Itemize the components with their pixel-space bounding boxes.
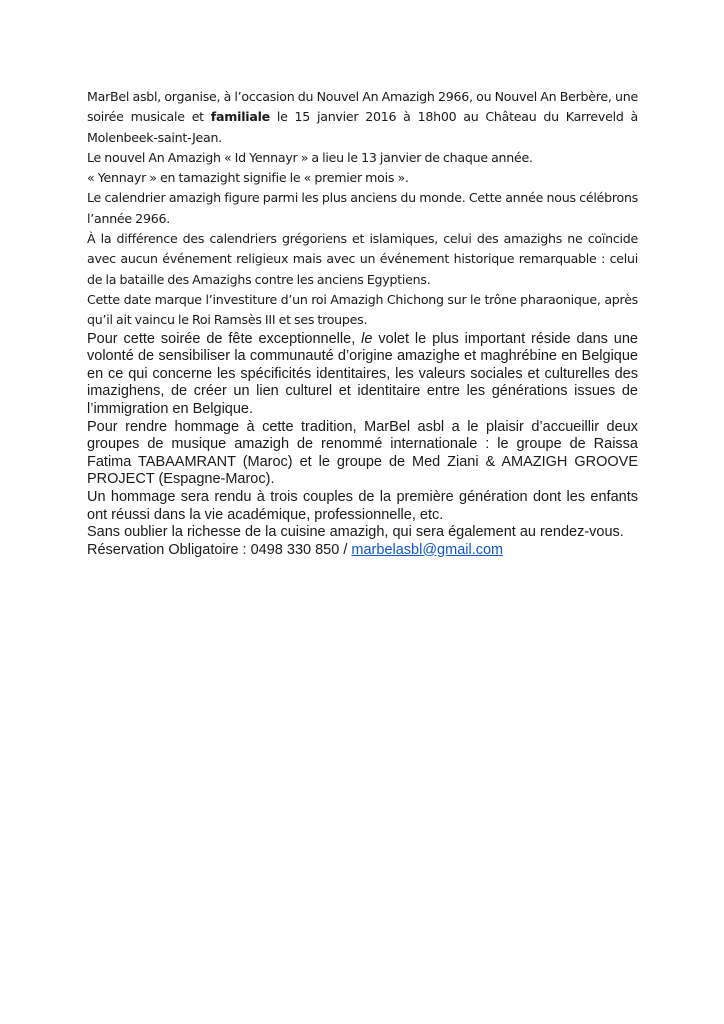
calendar-difference-paragraph: À la différence des calendriers grégoriens et islamiques, celui des amazighs ne coïncide avec aucun événement religieux mais avec un événement historique remarquable : celui de la bataille des Amazighs contre les anciens Egyptiens.	[87, 231, 638, 287]
evening-purpose-post: volet le plus important réside dans une volonté de sensibiliser la communauté d’origine amazighe et maghrébine en Belgique en ce qui concerne les spécificités identitaires, les valeurs sociales et culturelles des imazighens, de créer un lien culturel et identitaire entre les générations issues de l’immigration en Belgique.	[87, 330, 638, 417]
cuisine-paragraph: Sans oublier la richesse de la cuisine amazigh, qui sera également au rendez-vous.	[87, 524, 624, 541]
intro-text-bold: familiale	[210, 109, 270, 125]
evening-purpose-pre: Pour cette soirée de fête exceptionnelle,	[87, 330, 362, 347]
investiture-paragraph: Cette date marque l’investiture d’un roi Amazigh Chichong sur le trône pharaonique, après qu’il ait vaincu le Roi Ramsès III et ses troupes.	[87, 291, 638, 328]
evening-purpose-paragraph	[87, 331, 638, 419]
intro-text-pre: MarBel asbl, organise, à l’occasion du Nouvel An Amazigh 2966, ou Nouvel An Berbère, une soirée musicale et	[87, 89, 638, 125]
calendar-age-paragraph: Le calendrier amazigh figure parmi les plus anciens du monde. Cette année nous célébrons l’année 2966.	[87, 190, 638, 226]
reservation-email-link[interactable]: marbelasbl@gmail.com	[351, 541, 504, 558]
reservation-line	[87, 542, 638, 560]
music-groups-paragraph: Pour rendre hommage à cette tradition, MarBel asbl a le plaisir d’accueillir deux groupes de musique amazigh de renommé internationale : le groupe de Raissa Fatima TABAAMRANT (Maroc) et le groupe de Med Ziani & AMAZIGH GROOVE PROJECT (Espagne-Maroc).	[87, 418, 638, 488]
new-year-date-line: Le nouvel An Amazigh « Id Yennayr » a lieu le 13 janvier de chaque année.	[87, 149, 533, 165]
document-page	[87, 87, 638, 559]
intro-paragraph	[87, 87, 638, 148]
intro-text-post: le 15 janvier 2016 à 18h00 au Château du Karreveld à Molenbeek-saint-Jean.	[87, 109, 638, 145]
tribute-paragraph: Un hommage sera rendu à trois couples de la première génération dont les enfants ont réussi dans la vie académique, professionnelle, etc.	[87, 488, 638, 523]
reservation-label: Réservation Obligatoire : 0498 330 850 /	[87, 541, 352, 558]
yennayr-meaning-line: « Yennayr » en tamazight signifie le « premier mois ».	[87, 170, 409, 186]
evening-purpose-italic: le	[361, 330, 373, 347]
